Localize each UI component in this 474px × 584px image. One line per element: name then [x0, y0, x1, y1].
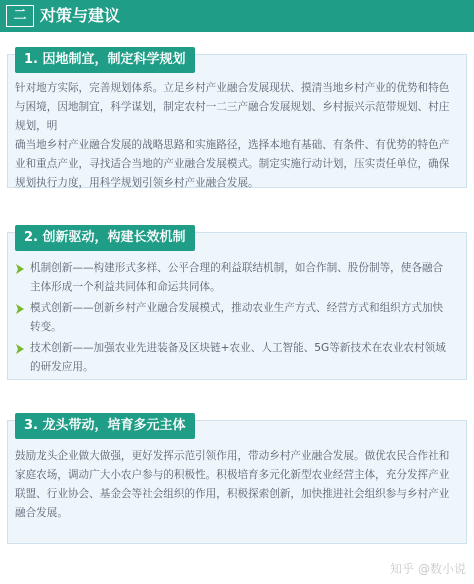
card-title-planning: 1. 因地制宜，制定科学规划: [15, 47, 195, 73]
card-planning: [7, 54, 467, 188]
section-header: [0, 0, 474, 32]
bullet-technology: [14, 339, 462, 377]
arrow-right-icon: [14, 303, 26, 315]
card-innovation: [7, 232, 467, 380]
bullet-text: 机制创新——构建形式多样、公平合理的利益联结机制，如合作制、股份制等，使各融合 主体形成一个利益共同体和命运共同体。: [30, 262, 444, 293]
bullet-mechanism: [14, 259, 462, 297]
card-title-innovation: 2. 创新驱动，构建长效机制: [15, 225, 195, 251]
arrow-right-icon: [14, 343, 26, 355]
bullet-text: 模式创新——创新乡村产业融合发展模式，推动农业生产方式、经营方式和组织方式加快 转变。: [30, 302, 444, 333]
section-number: 二: [6, 5, 34, 27]
section-title: 对策与建议: [40, 6, 121, 25]
card-title-leaders: 3. 龙头带动，培育多元主体: [15, 413, 195, 439]
bullet-text: 技术创新——加强农业先进装备及区块链+农业、人工智能、5G等新技术在农业农村领域 的研发应用。: [30, 342, 446, 373]
watermark: 知乎 @数小说: [390, 562, 466, 576]
arrow-right-icon: [14, 263, 26, 275]
bullet-model: [14, 299, 462, 337]
card-body-leaders: 鼓励龙头企业做大做强，更好发挥示范引领作用，带动乡村产业融合发展。做优农民合作社和 家庭农场，调动广大小农户参与的积极性。积极培育多元化新型农业经营主体，充分发挥产业 联盟、行业协会、基金会等社会组织的作用，积极探索创新，加快推进社会组织参与乡村产业 融合发展。: [15, 450, 450, 519]
card-body-planning: 针对地方实际，完善规划体系。立足乡村产业融合发展现状、摸清当地乡村产业的优势和特色 与困境，因地制宜，科学谋划，制定农村一二三产融合发展规划、乡村振兴示范带规划、村庄规划，明 确当地乡村产业融合发展的战略思路和实施路径，选择本地有基础、有条件、有优势的特色产 业和重点产业，寻找适合当地的产业融合发展模式。制定实施行动计划，压实责任单位，确保 规划执行力度，用科学规划引领乡村产业融合发展。: [15, 82, 450, 189]
card-leaders: [7, 420, 467, 544]
